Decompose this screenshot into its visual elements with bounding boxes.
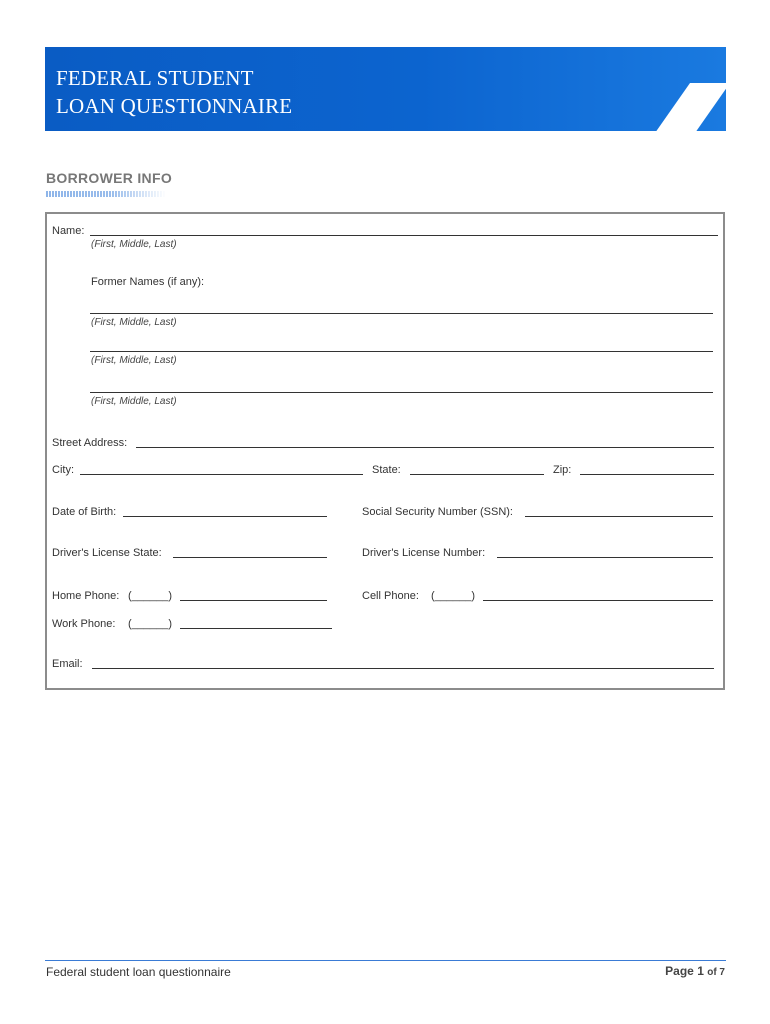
name-field[interactable] [90, 235, 718, 236]
page-number: Page 1 [665, 964, 704, 978]
city-label: City: [52, 464, 74, 476]
home-phone-label: Home Phone: [52, 590, 120, 602]
street-address-field[interactable] [136, 447, 714, 448]
title-line-1: FEDERAL STUDENT [56, 66, 254, 90]
name-hint: (First, Middle, Last) [91, 239, 177, 250]
former-name-field-2[interactable] [90, 351, 713, 352]
date-of-birth-label: Date of Birth: [52, 506, 117, 518]
home-phone-field[interactable] [180, 600, 327, 601]
footer-divider [45, 960, 726, 961]
section-underline [46, 191, 166, 197]
cell-phone-field[interactable] [483, 600, 713, 601]
page-title [56, 64, 292, 120]
drivers-license-state-field[interactable] [173, 557, 327, 558]
email-field[interactable] [92, 668, 714, 669]
title-line-2: LOAN QUESTIONNAIRE [56, 94, 293, 118]
zip-field[interactable] [580, 474, 714, 475]
email-label: Email: [52, 658, 83, 670]
state-label: State: [372, 464, 401, 476]
state-field[interactable] [410, 474, 544, 475]
work-phone-label: Work Phone: [52, 618, 116, 630]
cell-phone-area-code[interactable]: (______) [431, 590, 476, 602]
former-name-hint-1: (First, Middle, Last) [91, 317, 177, 328]
work-phone-area-code[interactable]: (______) [128, 618, 173, 630]
zip-label: Zip: [553, 464, 572, 476]
section-title: BORROWER INFO [46, 170, 173, 186]
former-name-hint-3: (First, Middle, Last) [91, 396, 177, 407]
cell-phone-label: Cell Phone: [362, 590, 419, 602]
ssn-field[interactable] [525, 516, 713, 517]
drivers-license-number-label: Driver's License Number: [362, 547, 486, 559]
home-phone-area-code[interactable]: (______) [128, 590, 173, 602]
work-phone-field[interactable] [180, 628, 332, 629]
page-indicator [665, 964, 725, 978]
drivers-license-state-label: Driver's License State: [52, 547, 162, 559]
street-address-label: Street Address: [52, 437, 128, 449]
footer-document-name: Federal student loan questionnaire [46, 965, 231, 979]
city-field[interactable] [80, 474, 363, 475]
page-total: of 7 [707, 967, 725, 978]
former-names-label: Former Names (if any): [91, 276, 205, 288]
ssn-label: Social Security Number (SSN): [362, 506, 513, 518]
drivers-license-number-field[interactable] [497, 557, 713, 558]
former-name-field-3[interactable] [90, 392, 713, 393]
name-label: Name: [52, 225, 85, 237]
former-name-field-1[interactable] [90, 313, 713, 314]
date-of-birth-field[interactable] [123, 516, 327, 517]
former-name-hint-2: (First, Middle, Last) [91, 355, 177, 366]
